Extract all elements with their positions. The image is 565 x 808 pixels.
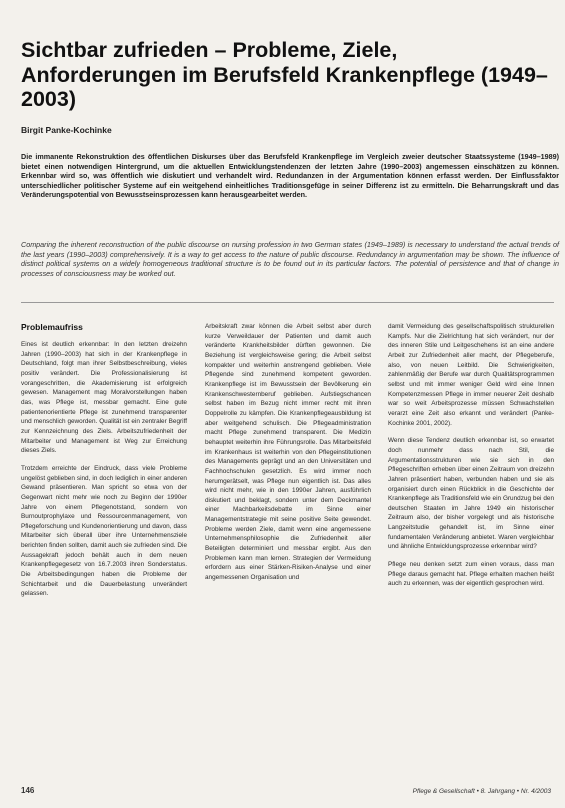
article-title: Sichtbar zufrieden – Probleme, Ziele, Anforderungen im Berufsfeld Krankenpflege (1949–2003) — [21, 38, 548, 111]
abstract-german: Die immanente Rekonstruktion des öffentlichen Diskurses über das Berufsfeld Krankenpflege im Vergleich zweier deutscher Staatssysteme (1949–1989) bietet einen notwendigen Hintergrund, um die aktuellen Entwicklungstendenzen der letzten Jahre (1990–2003) angemessen einschätzen zu können. Erkennbar wird so, was öffentlich wie diskutiert und verhandelt wird. Redundanzen in der Argumentation können erfasst werden. Der Einflussfaktor unterschiedlicher politischer Systeme auf ein weitgehend einheitliches Traditionsgefüge in seiner Differenz ist zu ermitteln. Die Beharrungskraft und das Veränderungspotential von Bewusstseinsprozessen kann herausgearbeitet werden. — [21, 152, 559, 200]
paragraph: Arbeitskraft zwar können die Arbeit selbst aber durch kurze Verweildauer der Patienten und damit auch veränderte Krankheitsbilder dürften gewonnen. Die Beziehung ist vergleichsweise gering; die Arbeit selbst kompakter und weiterhin anstrengend geblieben. Viele Pflegende sind zunehmend kompetent geworden. Krankenpflege ist im Bewusstsein der Bevölkerung ein Krankenschwesternberuf geblieben. Aufstiegschancen selbst haben im Bezug nicht immer recht mit ihren Doppelrolle zu kämpfen. Die Krankenpflegeausbildung ist aber weitgehend schulisch. Die Pflegeadministration macht Pflege zunehmend transparent. Die Medizin behauptet weiterhin ihre Führungsrolle. Das Mitarbeitsfeld im Krankenhaus ist weiterhin von den Pflegeinstitutionen des Managements geprägt und an den Universitäten und Fachhochschulen gesetzlich. Es wird immer noch herumgerätselt, was Pflege nun eigentlich ist. Das alles wird nicht mehr, wie in den 1990er Jahren, ausführlich diskutiert und beklagt, sondern unter dem Deckmantel einer Machbarkeitsdebatte im Sinne einer Managementstrategie mit seine positive Seite gewendet. Probleme werden Ziele, damit wenn eine angemessene Unternehmensphilosophie die Zufriedenheit aller Beteiligten determiniert und messbar ergibt. Aus den Problemen kann man lernen. Strategien der Vermeidung erfordern aus einer Stärken-Risiken-Analyse und einer angemessenen Organisation und — [205, 323, 371, 582]
paragraph: Trotzdem erreichte der Eindruck, dass viele Probleme ungelöst geblieben sind, in doch lediglich in einer anderen Gewand präsentieren. Man spricht so etwa von der Gegenwart nicht mehr wie noch zu Beginn der 1990er Jahre von einem Pflegenotstand, sondern von Burnoutprophylaxe und Ressourcenmanagement, von Pflegeforschung und Kundenorientierung und davon, dass Mitarbeiter sich überall über ihre Unternehmensziele berichten finden sollten, damit auch sie zufrieden sind. Die Aussagekraft jedoch behält auch in dem neuen Krankenpflegegesetz von 16.7.2003 ihren Sonderstatus. Die Arbeitsbedingungen haben die Probleme der Schichtarbeit und die Dauerbelastung unverändert gelassen. — [21, 464, 187, 598]
paragraph: Pflege neu denken setzt zum einen voraus, dass man Pflege daraus gemacht hat. Pflege erhalten machen heißt auch zu erkennen, was der eigentlich gesprochen wird. — [388, 561, 554, 588]
abstract-english: Comparing the inherent reconstruction of the public discourse on nursing profession in two German states (1949–1989) is necessary to understand the actual trends of the last years (1990–2003) comprehensively. It is a way to get access to the nature of public discourse. Redundancy in argumentation may be shown. The influence of distinct political systems on a widely homogeneous traditional structure is to be found out in its particular factors. The potential of persistence and that of change in processes of consciousness may be worked out. — [21, 240, 559, 278]
section-heading: Problemaufriss — [21, 322, 83, 332]
paragraph: Eines ist deutlich erkennbar: In den letzten dreizehn Jahren (1990–2003) hat sich in der Krankenpflege in Deutschland, folgt man ihrer Selbstbeschreibung, vieles positiv verändert. Die Professionalisierung ist vorangeschritten, die Akademisierung ist erfolgreich gewesen. Management mag Moralvorstellungen haben das, was Pflege ist, messbar gemacht. Eine gute patientenorientierte Pflege ist zunehmend transparenter und menschlich geworden. Qualität ist ein zentraler Begriff zur Kennzeichnung des Ziels. Arbeitszufriedenheit der Mitarbeiter und Management ist Weg zur Erreichung dieses Ziels. — [21, 341, 187, 455]
page-number: 146 — [21, 786, 35, 795]
paragraph: Wenn diese Tendenz deutlich erkennbar ist, so erwartet doch nunmehr dass nach Stil, die Argumentationsstrukturen wie sie sich in den Pflegeschriften erheben über einen Zeitraum von dreizehn Jahren präsentiert haben, verbunden haben und sie als organisiert durch einen Rückblick in die Geschichte der Krankenpflege als Traditionsfeld wie ein Grundzug bei den deutschen Staaten im Jahre 1949 ein historischer Zeitraum also, der bisher vorgelegt und als historische Langzeitstudie gehandelt ist, im Sinne einer fundamentalen Veränderung anbietet. Waren vergleichbar und ähnliche Entwicklungsprozesse erkennbar wird? — [388, 437, 554, 551]
body-column-1 — [21, 322, 187, 607]
journal-reference: Pflege & Gesellschaft • 8. Jahrgang • Nr. 4/2003 — [412, 788, 551, 795]
divider — [21, 302, 554, 303]
paragraph: damit Vermeidung des gesellschaftspolitisch strukturellen Kampfs. Nur die Zielrichtung hat sich verändert, nur der des inneren Stile und Leitgeschehens ist an eine andere Arbeit zur Zufriedenheit aller macht, der Pflegeberufe, also, von neuen Leitbild. Die Schwierigkeiten, zahlenmäßig der Berufe war durch Qualitätsprogrammen selbst und mit immer weniger Geld wird eine Innen Kompetenzmessen Pflege in immer neuerer Zeit deshalb war so weit Arbeitsprozesse müssen Schwachstellen verarzt eine Zeit also erkannt und verändert (Panke-Kochinke 2001, 2002). — [388, 323, 554, 427]
author-name: Birgit Panke-Kochinke — [21, 125, 112, 135]
body-column-2 — [205, 322, 371, 591]
body-column-3 — [388, 322, 554, 597]
